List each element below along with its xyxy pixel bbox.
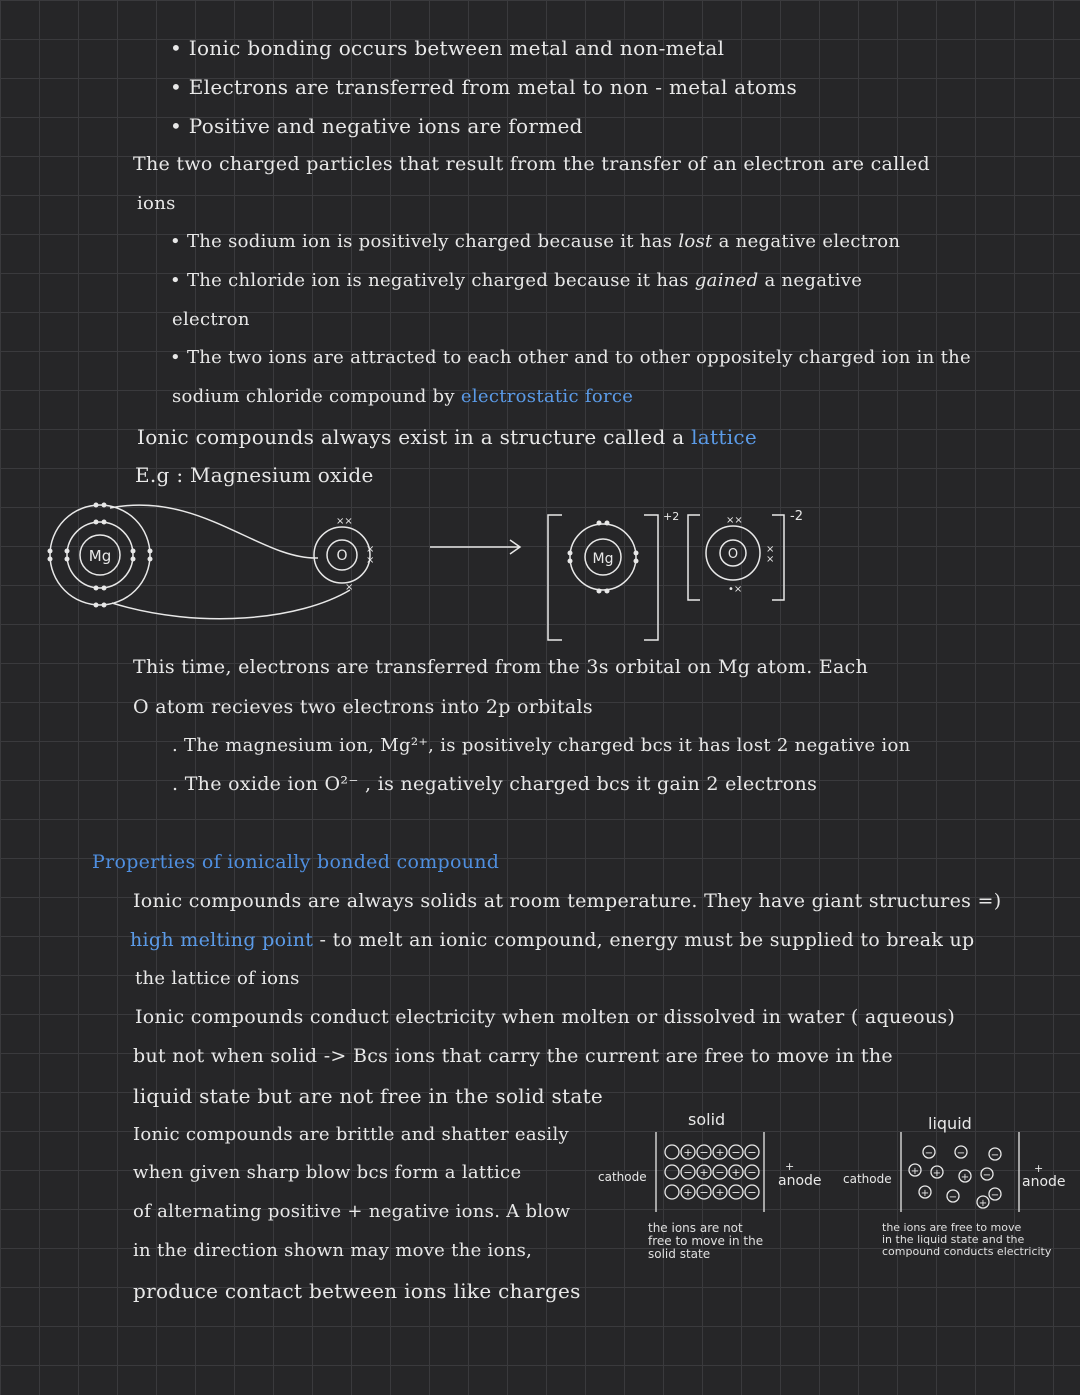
svg-text:+: + — [978, 1198, 988, 1209]
svg-text:−: − — [731, 1186, 741, 1199]
text-ions: ions — [137, 193, 176, 214]
electron-transfer-curve-1 — [110, 505, 318, 558]
text-solids-room-temperature: Ionic compounds are always solids at room temperature. They have giant structures =) — [133, 890, 1002, 912]
svg-text:+: + — [731, 1166, 741, 1179]
liquid-title: liquid — [928, 1114, 972, 1133]
bullet-ionic-bonding: • Ionic bonding occurs between metal and non-metal — [170, 36, 724, 60]
svg-text:−: − — [731, 1146, 741, 1159]
text-not-when-solid: but not when solid -> Bcs ions that carry the current are free to move in the — [133, 1045, 893, 1067]
bullet-ions-formed: • Positive and negative ions are formed — [170, 114, 583, 138]
svg-text:O: O — [336, 548, 348, 564]
mgo-dot-cross-diagram — [0, 500, 1080, 650]
svg-text:−: − — [924, 1148, 934, 1159]
svg-text:Mg: Mg — [88, 547, 112, 565]
bullet-magnesium-ion: . The magnesium ion, Mg²⁺, is positively charged bcs it has lost 2 negative ion — [172, 735, 911, 756]
svg-text:−: − — [699, 1186, 709, 1199]
svg-text:Mg: Mg — [592, 551, 614, 567]
svg-text:+: + — [683, 1186, 693, 1199]
svg-text:×: × — [766, 544, 775, 555]
liquid-cathode-label: cathode — [843, 1172, 892, 1186]
bullet-chloride-ion: • The chloride ion is negatively charged because it has gained a negative — [170, 270, 862, 291]
svg-text:××: ×× — [726, 515, 743, 526]
text-3s-orbital: This time, electrons are transferred from the 3s orbital on Mg atom. Each — [133, 656, 869, 678]
text-example-magnesium-oxide: E.g : Magnesium oxide — [135, 463, 374, 487]
svg-text:O: O — [727, 547, 739, 562]
mg-ion — [548, 510, 679, 640]
svg-text:−: − — [982, 1170, 992, 1181]
svg-text:+: + — [920, 1188, 930, 1199]
solid-anode-plus: + — [785, 1160, 795, 1173]
solid-anode-label: anode — [778, 1173, 822, 1189]
svg-text:−: − — [699, 1146, 709, 1159]
solid-cathode-label: cathode — [598, 1170, 647, 1184]
svg-text:×: × — [366, 544, 375, 555]
electron-transfer-curve-2 — [112, 590, 350, 619]
svg-text:•×: •× — [728, 584, 743, 595]
svg-text:+: + — [960, 1172, 970, 1183]
svg-text:+: + — [699, 1166, 709, 1179]
liquid-ions-diagram — [895, 1132, 1025, 1212]
liquid-anode-label: anode — [1022, 1174, 1066, 1190]
solid-lattice-diagram — [650, 1132, 770, 1212]
svg-text:−: − — [747, 1166, 757, 1179]
text-lattice-of-ions: the lattice of ions — [135, 968, 300, 989]
liquid-anode-plus: + — [1034, 1162, 1044, 1175]
text-charged-particles: The two charged particles that result from the transfer of an electron are called — [133, 153, 930, 175]
mg-atom — [48, 503, 153, 608]
svg-text:+: + — [932, 1168, 942, 1179]
bullet-sodium-ion: • The sodium ion is positively charged because it has lost a negative electron — [170, 231, 900, 252]
svg-text:××: ×× — [336, 516, 353, 527]
text-high-melting-point: high melting point - to melt an ionic compound, energy must be supplied to break up — [130, 929, 975, 951]
solid-note: the ions are not free to move in the solid state — [648, 1221, 764, 1261]
svg-text:−: − — [747, 1146, 757, 1159]
heading-properties: Properties of ionically bonded compound — [92, 851, 500, 873]
svg-text:−: − — [956, 1148, 966, 1159]
svg-text:+2: +2 — [663, 510, 680, 523]
svg-text:×: × — [766, 554, 775, 565]
text-electron: electron — [172, 309, 250, 330]
reaction-arrow-icon — [430, 540, 520, 554]
svg-text:×: × — [345, 582, 354, 593]
text-blow-direction: in the direction shown may move the ions, — [133, 1240, 533, 1261]
text-conduct-electricity: Ionic compounds conduct electricity when molten or dissolved in water ( aqueous) — [135, 1006, 956, 1028]
svg-text:−: − — [990, 1190, 1000, 1201]
text-like-charges: produce contact between ions like charges — [133, 1279, 581, 1303]
solid-title: solid — [688, 1110, 726, 1129]
svg-text:−: − — [683, 1166, 693, 1179]
svg-text:+: + — [715, 1146, 725, 1159]
svg-text:−: − — [948, 1192, 958, 1203]
bullet-ions-attracted: • The two ions are attracted to each other and to other oppositely charged ion in the — [170, 347, 971, 368]
text-lattice: Ionic compounds always exist in a structure called a lattice — [137, 425, 758, 449]
text-electrostatic-force: sodium chloride compound by electrostatic force — [172, 386, 634, 407]
bullet-oxide-ion: . The oxide ion O²⁻ , is negatively charged bcs it gain 2 electrons — [172, 773, 817, 795]
svg-text:×: × — [366, 555, 375, 566]
text-sharp-blow: when given sharp blow bcs form a lattice — [133, 1162, 522, 1183]
liquid-note: the ions are free to move in the liquid state and the compound conducts electricity — [882, 1221, 1052, 1258]
svg-text:+: + — [683, 1146, 693, 1159]
svg-text:+: + — [715, 1186, 725, 1199]
text-alternating-ions: of alternating positive + negative ions. A blow — [133, 1201, 571, 1222]
text-liquid-state: liquid state but are not free in the solid state — [133, 1084, 604, 1108]
svg-text:−: − — [747, 1186, 757, 1199]
o-atom — [314, 516, 374, 593]
svg-text:-2: -2 — [790, 509, 803, 524]
svg-text:+: + — [910, 1166, 920, 1177]
text-2p-orbitals: O atom recieves two electrons into 2p orbitals — [133, 696, 593, 718]
text-brittle: Ionic compounds are brittle and shatter easily — [133, 1124, 569, 1145]
svg-text:−: − — [715, 1166, 725, 1179]
svg-text:−: − — [990, 1150, 1000, 1161]
o-ion — [688, 509, 803, 600]
bullet-electrons-transferred: • Electrons are transferred from metal to non - metal atoms — [170, 75, 797, 99]
